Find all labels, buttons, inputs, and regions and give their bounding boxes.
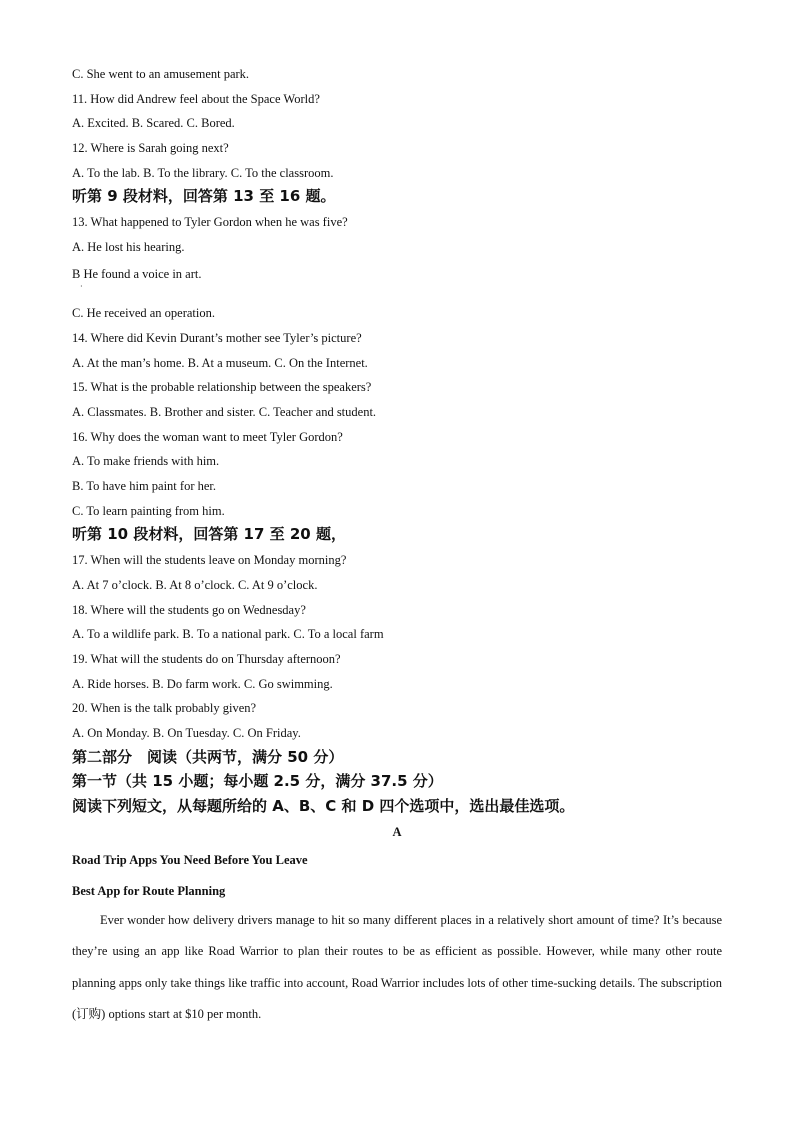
option-line: A. At 7 o’clock. B. At 8 o’clock. C. At 9 o’clock. <box>72 578 318 592</box>
option-line: A. To the lab. B. To the library. C. To the classroom. <box>72 166 334 180</box>
option-line: C. He received an operation. <box>72 306 215 320</box>
section-instruction: 听第 10 段材料，回答第 17 至 20 题， <box>72 525 346 543</box>
option-line: A. Excited. B. Scared. C. Bored. <box>72 116 235 130</box>
question-line: 20. When is the talk probably given? <box>72 701 257 715</box>
option-line: A. Classmates. B. Brother and sister. C. Teacher and student. <box>72 405 377 419</box>
option-line: A. Ride horses. B. Do farm work. C. Go swimming. <box>72 677 333 691</box>
question-line: 19. What will the students do on Thursday afternoon? <box>72 652 341 666</box>
option-line: A. To a wildlife park. B. To a national park. C. To a local farm <box>72 627 384 641</box>
section-heading: 第一节（共 15 小题；每小题 2.5 分，满分 37.5 分） <box>72 772 443 790</box>
passage-title: Road Trip Apps You Need Before You Leave <box>72 853 308 867</box>
question-line: 15. What is the probable relationship between the speakers? <box>72 380 372 394</box>
option-line: C. She went to an amusement park. <box>72 67 250 81</box>
question-line: 17. When will the students leave on Monday morning? <box>72 553 347 567</box>
section-instruction: 听第 9 段材料，回答第 13 至 16 题。 <box>72 187 336 205</box>
question-line: 18. Where will the students go on Wednesday? <box>72 603 306 617</box>
question-line: 11. How did Andrew feel about the Space World? <box>72 92 320 106</box>
reading-instruction: 阅读下列短文，从每题所给的 A、B、C 和 D 四个选项中，选出最佳选项。 <box>72 797 575 815</box>
passage-paragraph: Ever wonder how delivery drivers manage to hit so many different places in a relatively short amount of time? It’s because they’re using an app like Road Warrior to plan their routes to be as efficient as possible. However, while many other route planning apps only take things like traffic into account, Road Warrior includes lots of other time-sucking details. The subscription (订购) options start at $10 per month. <box>72 913 722 1021</box>
question-line: 13. What happened to Tyler Gordon when he was five? <box>72 215 348 229</box>
part-heading: 第二部分 阅读（共两节，满分 50 分） <box>72 748 344 766</box>
passage-letter: A <box>392 825 402 839</box>
question-line: 16. Why does the woman want to meet Tyler Gordon? <box>72 430 343 444</box>
option-line: B. To have him paint for her. <box>72 479 217 493</box>
passage-subheading: Best App for Route Planning <box>72 884 226 898</box>
option-line: B He found a voice in art. <box>72 267 202 281</box>
option-line: C. To learn painting from him. <box>72 504 225 518</box>
stray-dot: · <box>80 282 83 291</box>
option-line: A. He lost his hearing. <box>72 240 185 254</box>
option-line: A. On Monday. B. On Tuesday. C. On Friday. <box>72 726 301 740</box>
question-line: 14. Where did Kevin Durant’s mother see Tyler’s picture? <box>72 331 362 345</box>
question-line: 12. Where is Sarah going next? <box>72 141 229 155</box>
option-line: A. At the man’s home. B. At a museum. C. On the Internet. <box>72 356 368 370</box>
option-line: A. To make friends with him. <box>72 454 220 468</box>
